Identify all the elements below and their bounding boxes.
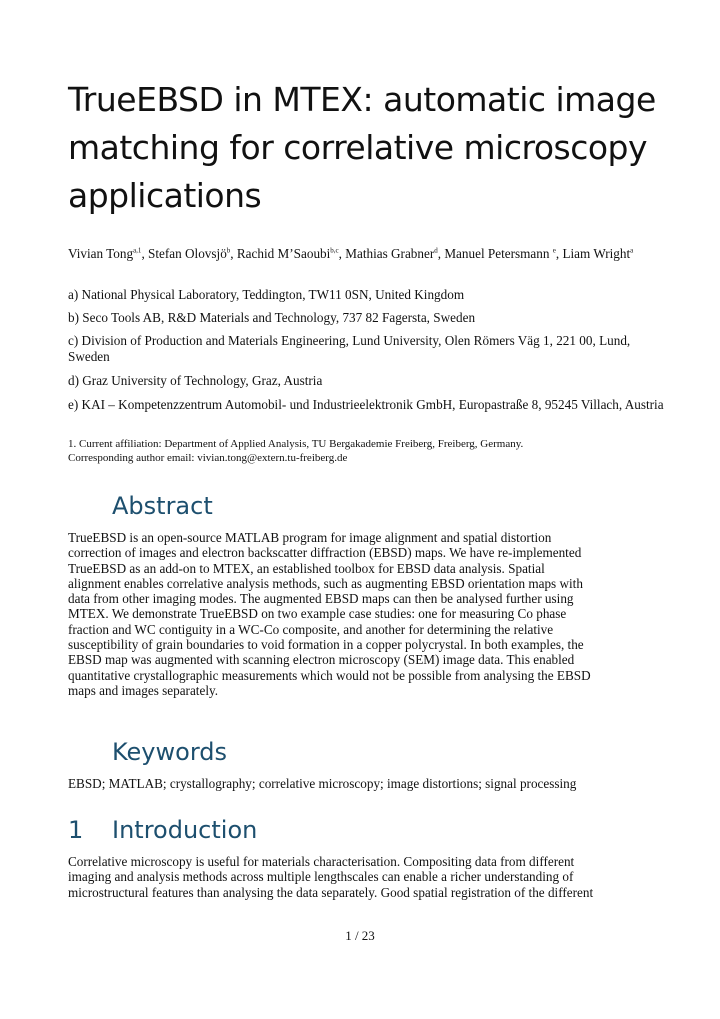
page-number: 1 / 23: [345, 928, 375, 943]
affiliation-a: a) National Physical Laboratory, Teddington, TW11 0SN, United Kingdom: [68, 287, 465, 302]
section-title: Introduction: [112, 816, 258, 844]
paper-title: TrueEBSD in MTEX: automatic image matching for correlative microscopy applications: [68, 80, 656, 215]
abstract-line: data from other imaging modes. The augmented EBSD maps can then be analysed further using: [68, 591, 574, 607]
author-list: Vivian Tong$^{a,1}$, Stefan Olovsjö$^b$, Rachid M’Saoubi$^{b,c}$, Mathias Grabner$^d$, Manuel Petersmann $^e$, Liam Wright$^a$: [68, 246, 634, 261]
author-superscript: b,c: [330, 246, 339, 255]
author-superscript: d: [434, 246, 438, 255]
abstract-line: quantitative crystallographic measurements which would not be possible from analysing the EBSD: [68, 667, 591, 683]
corresponding-email-note: Corresponding author email: vivian.tong@extern.tu-freiberg.de: [68, 451, 348, 464]
author-name: Manuel Petersmann: [444, 246, 550, 261]
author-superscript: a: [630, 246, 634, 255]
introduction-line: imaging and analysis methods across multiple lengthscales can enable a richer understanding of: [68, 869, 574, 885]
abstract-line: correction of images and electron backscatter diffraction (EBSD) maps. We have re-implemented: [68, 545, 582, 561]
keywords-heading: Keywords: [112, 738, 228, 766]
abstract-line: fraction and WC contiguity in a WC-Co composite, and another for determining the relative: [68, 621, 554, 637]
current-affiliation-note: 1. Current affiliation: Department of Applied Analysis, TU Bergakademie Freiberg, Freiberg, Germany.: [68, 438, 524, 450]
abstract-body: [68, 530, 668, 698]
affiliation-c: c) Division of Production and Materials Engineering, Lund University, Olen Römers Väg 1, 221 00, Lund, Sweden: [68, 333, 631, 364]
affiliation-note: [68, 438, 668, 465]
author-superscript: a,1: [133, 246, 142, 255]
introduction-body: [68, 854, 668, 900]
author-superscript: e: [552, 246, 556, 255]
author-name: Mathias Grabner: [345, 246, 435, 261]
abstract-line: MTEX. We demonstrate TrueEBSD on two example case studies: one for measuring Co phase: [68, 606, 567, 622]
affiliation-e: e) KAI – Kompetenzzentrum Automobil- und Industrieelektronik GmbH, Europastraße 8, 95245 Villach, Austria: [68, 397, 664, 412]
author-name: Vivian Tong: [68, 246, 134, 261]
introduction-line: Correlative microscopy is useful for materials characterisation. Compositing data from different: [68, 854, 575, 869]
introduction-heading: [68, 815, 257, 845]
keywords-text: EBSD; MATLAB; crystallography; correlative microscopy; image distortions; signal processing: [68, 776, 577, 791]
affiliation-b: b) Seco Tools AB, R&D Materials and Technology, 737 82 Fagersta, Sweden: [68, 310, 476, 325]
author-name: Liam Wright: [562, 246, 631, 261]
abstract-line: EBSD map was augmented with scanning electron microscopy (SEM) image data. This enabled: [68, 652, 575, 668]
abstract-heading: Abstract: [112, 492, 213, 520]
author-name: Stefan Olovsjö: [148, 246, 227, 261]
abstract-line: TrueEBSD as an add-on to MTEX, an established toolbox for EBSD data analysis. Spatial: [68, 560, 545, 576]
keywords-body: [68, 776, 668, 791]
affiliation-d: d) Graz University of Technology, Graz, Austria: [68, 373, 323, 388]
abstract-line: TrueEBSD is an open-source MATLAB program for image alignment and spatial distortion: [68, 530, 552, 545]
introduction-line: microstructural features than analysing the data separately. Good spatial registration of the different: [68, 884, 594, 900]
author-name: Rachid M’Saoubi: [236, 246, 331, 261]
abstract-line: susceptibility of grain boundaries to void formation in a copper polycrystal. In both examples, the: [68, 637, 584, 653]
abstract-line: maps and images separately.: [68, 682, 219, 698]
section-number: 1: [68, 816, 84, 844]
abstract-line: alignment enables correlative analysis methods, such as augmenting EBSD orientation maps with: [68, 575, 583, 591]
author-superscript: b: [226, 246, 231, 255]
